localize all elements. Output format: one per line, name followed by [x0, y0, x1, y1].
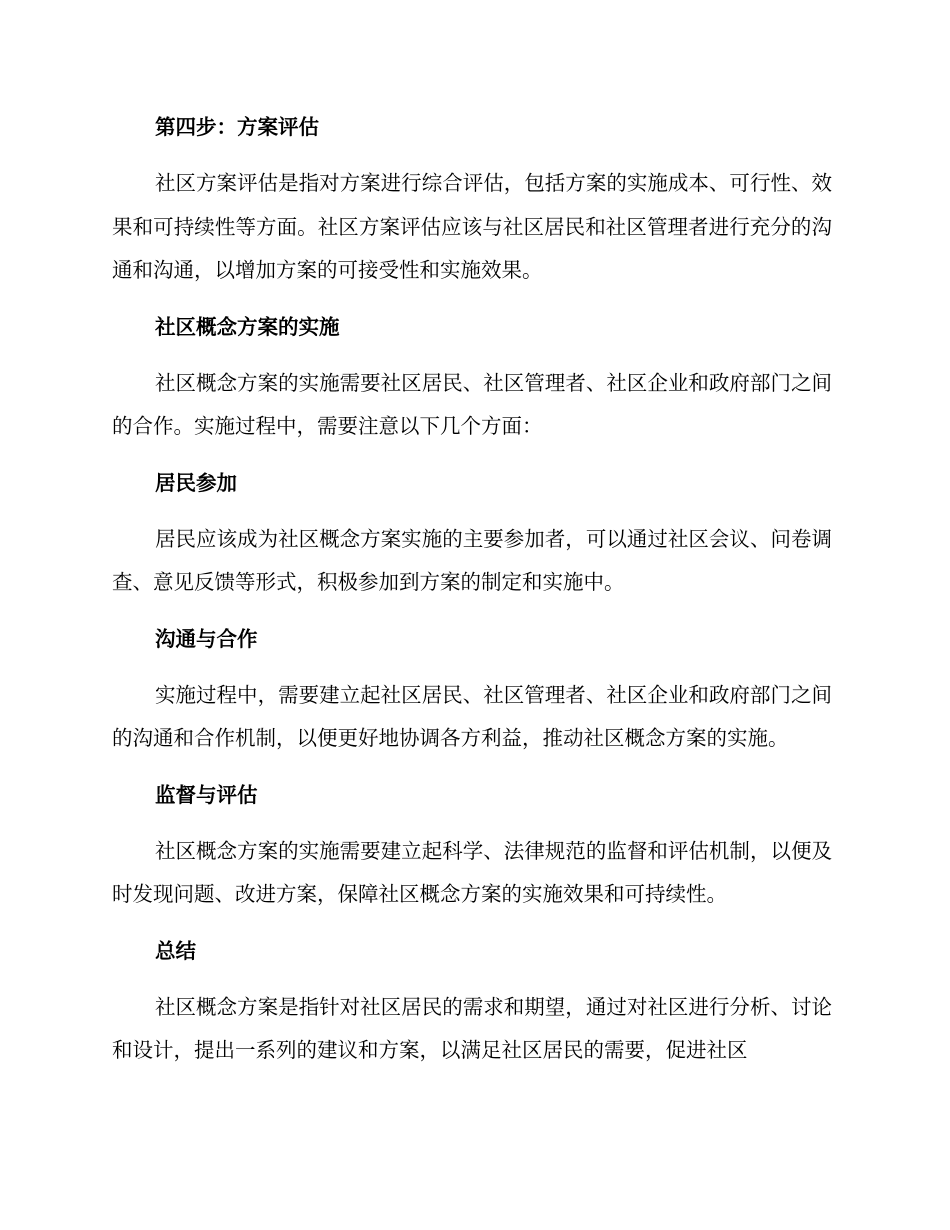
section-paragraph-evaluation: 社区方案评估是指对方案进行综合评估，包括方案的实施成本、可行性、效果和可持续性等方面。社区方案评估应该与社区居民和社区管理者进行充分的沟通和沟通，以增加方案的可接受性和实施效果。	[112, 171, 832, 282]
section-paragraph-participation: 居民应该成为社区概念方案实施的主要参加者，可以通过社区会议、问卷调查、意见反馈等形式，积极参加到方案的制定和实施中。	[112, 526, 832, 594]
section-paragraph-supervision: 社区概念方案的实施需要建立起科学、法律规范的监督和评估机制，以便及时发现问题、改进方案，保障社区概念方案的实施效果和可持续性。	[112, 838, 832, 906]
section-heading-supervision: 监督与评估	[155, 782, 258, 807]
document-body	[112, 109, 832, 1073]
section-heading-evaluation: 第四步：方案评估	[155, 115, 319, 139]
section-heading-summary: 总结	[155, 938, 196, 963]
section-paragraph-implementation: 社区概念方案的实施需要社区居民、社区管理者、社区企业和政府部门之间的合作。实施过程中，需要注意以下几个方面：	[112, 370, 832, 438]
section-paragraph-summary: 社区概念方案是指针对社区居民的需求和期望，通过对社区进行分析、讨论和设计，提出一系列的建议和方案，以满足社区居民的需要，促进社区	[112, 994, 832, 1062]
section-heading-communication: 沟通与合作	[155, 626, 258, 651]
section-heading-implementation: 社区概念方案的实施	[155, 314, 340, 339]
section-heading-participation: 居民参加	[155, 470, 237, 495]
section-paragraph-communication: 实施过程中，需要建立起社区居民、社区管理者、社区企业和政府部门之间的沟通和合作机制，以便更好地协调各方利益，推动社区概念方案的实施。	[112, 682, 832, 750]
